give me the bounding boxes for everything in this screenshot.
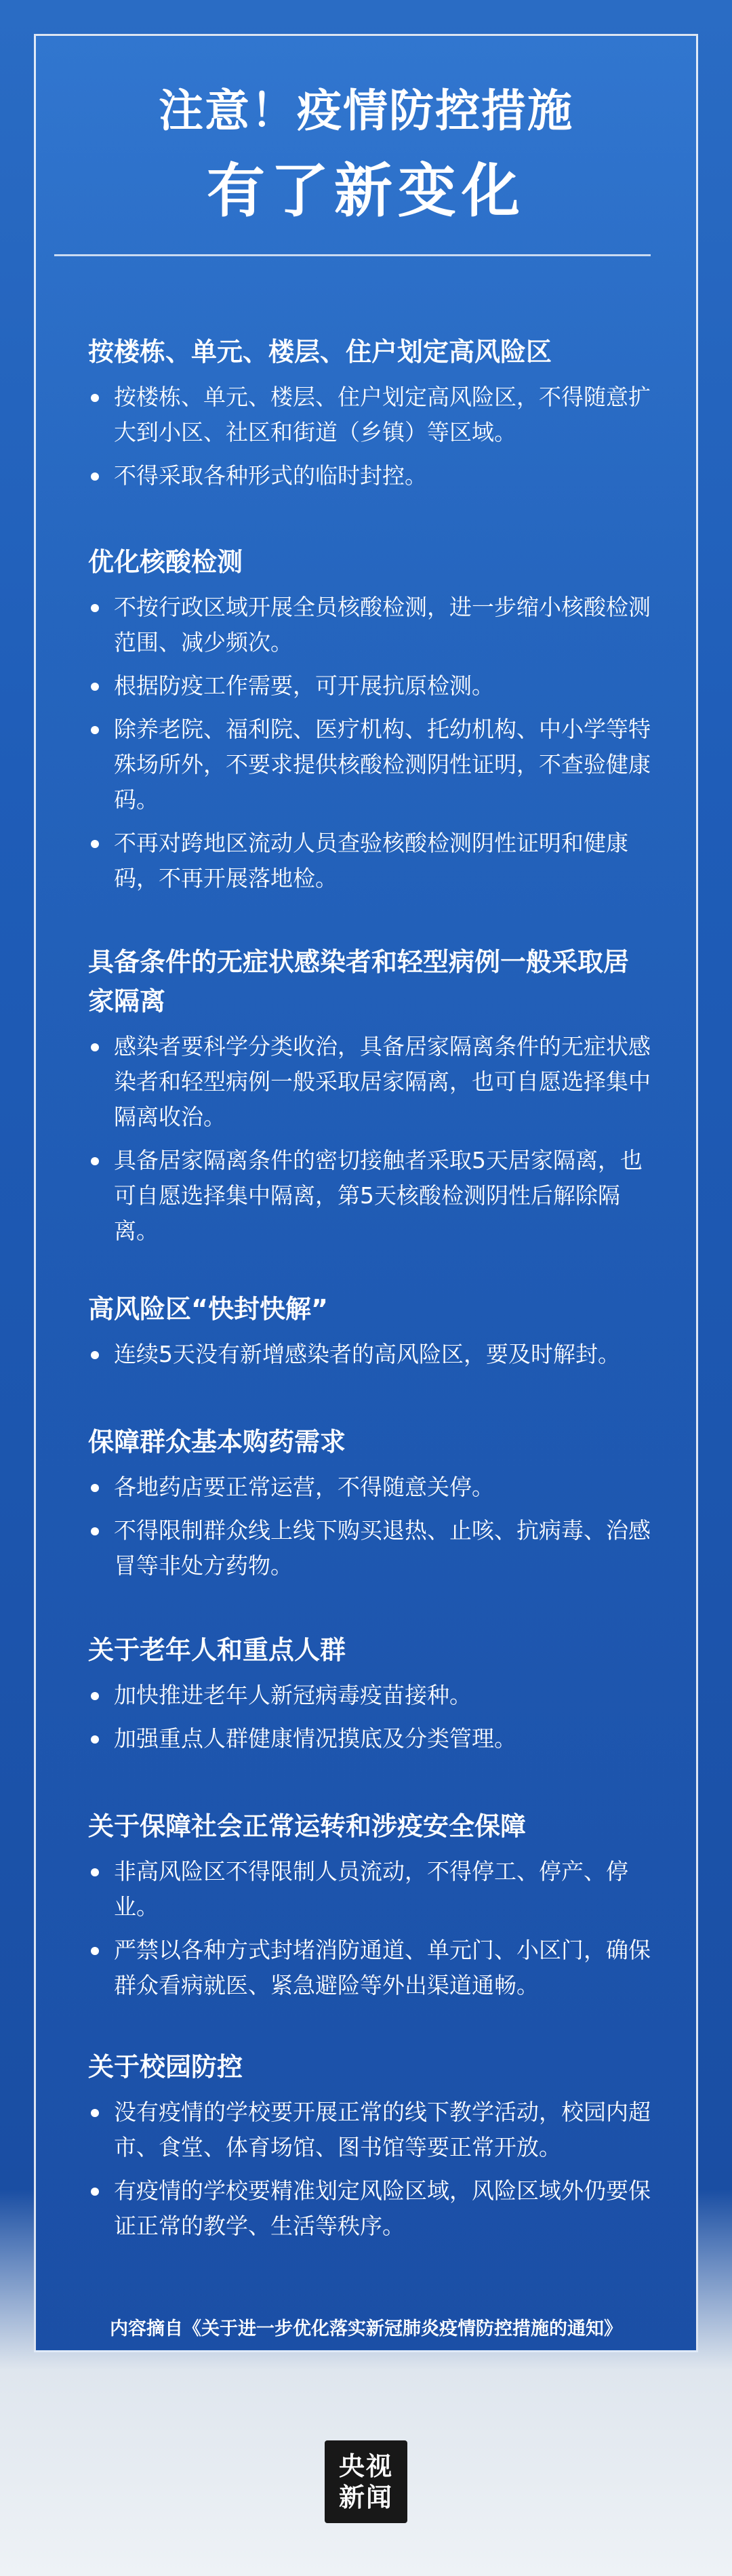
logo-line-2: 新闻 <box>338 2482 393 2512</box>
section-title: 关于老年人和重点人群 <box>88 1635 346 1665</box>
section-home-isolation <box>88 942 651 1249</box>
list-item: 连续5天没有新增感染者的高风险区，要及时解封。 <box>88 1337 651 1372</box>
list-item: 非高风险区不得限制人员流动，不得停工、停产、停业。 <box>88 1854 651 1925</box>
bullet-icon <box>91 1692 99 1700</box>
list-item: 加强重点人群健康情况摸底及分类管理。 <box>88 1721 651 1756</box>
list-item: 具备居家隔离条件的密切接触者采取5天居家隔离，也可自愿选择集中隔离，第5天核酸检测阴性后解除隔离。 <box>88 1143 651 1249</box>
page-title: 注意！疫情防控措施 <box>159 85 573 137</box>
section-title: 按楼栋、单元、楼层、住户划定高风险区 <box>88 337 552 367</box>
section-high-risk-area <box>88 332 651 494</box>
bullet-icon <box>91 1043 99 1051</box>
section-title: 高风险区“快封快解” <box>88 1294 328 1324</box>
section-social-operation <box>88 1807 651 2003</box>
section-quick-lockdown-release <box>88 1289 651 1372</box>
page-subtitle: 有了新变化 <box>207 157 525 225</box>
list-item: 不得采取各种形式的临时封控。 <box>88 458 651 494</box>
list-item: 不按行政区域开展全员核酸检测，进一步缩小核酸检测范围、减少频次。 <box>88 590 651 660</box>
bullet-icon <box>91 2109 99 2117</box>
bullet-icon <box>91 604 99 612</box>
section-title: 优化核酸检测 <box>88 547 243 577</box>
section-title: 关于保障社会正常运转和涉疫安全保障 <box>88 1811 527 1841</box>
bullet-icon <box>91 1157 99 1165</box>
section-campus-prevention <box>88 2047 651 2244</box>
list-item: 除养老院、福利院、医疗机构、托幼机构、中小学等特殊场所外，不要求提供核酸检测阴性证明，不查验健康码。 <box>88 712 651 818</box>
bullet-icon <box>91 1868 99 1876</box>
bullet-icon <box>91 472 99 481</box>
list-item: 加快推进老年人新冠病毒疫苗接种。 <box>88 1678 651 1713</box>
list-item: 感染者要科学分类收治，具备居家隔离条件的无症状感染者和轻型病例一般采取居家隔离，也可自愿选择集中隔离收治。 <box>88 1029 651 1135</box>
list-item: 没有疫情的学校要开展正常的线下教学活动，校园内超市、食堂、体育场馆、图书馆等要正常开放。 <box>88 2095 651 2165</box>
bullet-icon <box>91 1527 99 1535</box>
section-elderly-key-groups <box>88 1630 651 1756</box>
source-note: 内容摘自《关于进一步优化落实新冠肺炎疫情防控措施的通知》 <box>110 2318 622 2339</box>
list-item: 有疫情的学校要精准划定风险区域，风险区域外仍要保证正常的教学、生活等秩序。 <box>88 2173 651 2244</box>
title-divider <box>54 254 651 256</box>
bullet-icon <box>91 1947 99 1955</box>
bullet-icon <box>91 1735 99 1744</box>
section-title: 保障群众基本购药需求 <box>88 1427 346 1457</box>
bullet-icon <box>91 726 99 734</box>
bullet-icon <box>91 394 99 402</box>
list-item: 不得限制群众线上线下购买退热、止咳、抗病毒、治感冒等非处方药物。 <box>88 1513 651 1584</box>
list-item: 按楼栋、单元、楼层、住户划定高风险区，不得随意扩大到小区、社区和街道（乡镇）等区域。 <box>88 380 651 450</box>
bullet-icon <box>91 840 99 848</box>
cctv-news-logo <box>325 2440 407 2523</box>
list-item: 根据防疫工作需要，可开展抗原检测。 <box>88 668 651 704</box>
section-title: 关于校园防控 <box>88 2052 243 2082</box>
section-nucleic-acid-testing <box>88 542 651 896</box>
section-medicine-purchase <box>88 1422 651 1584</box>
list-item: 各地药店要正常运营，不得随意关停。 <box>88 1470 651 1505</box>
list-item: 严禁以各种方式封堵消防通道、单元门、小区门，确保群众看病就医、紧急避险等外出渠道通畅。 <box>88 1933 651 2003</box>
bullet-icon <box>91 683 99 691</box>
list-item: 不再对跨地区流动人员查验核酸检测阴性证明和健康码，不再开展落地检。 <box>88 826 651 896</box>
bullet-icon <box>91 1484 99 1492</box>
logo-line-1: 央视 <box>338 2451 393 2481</box>
bullet-icon <box>91 2188 99 2196</box>
bullet-icon <box>91 1351 99 1359</box>
section-title: 具备条件的无症状感染者和轻型病例一般采取居家隔离 <box>88 947 630 1016</box>
